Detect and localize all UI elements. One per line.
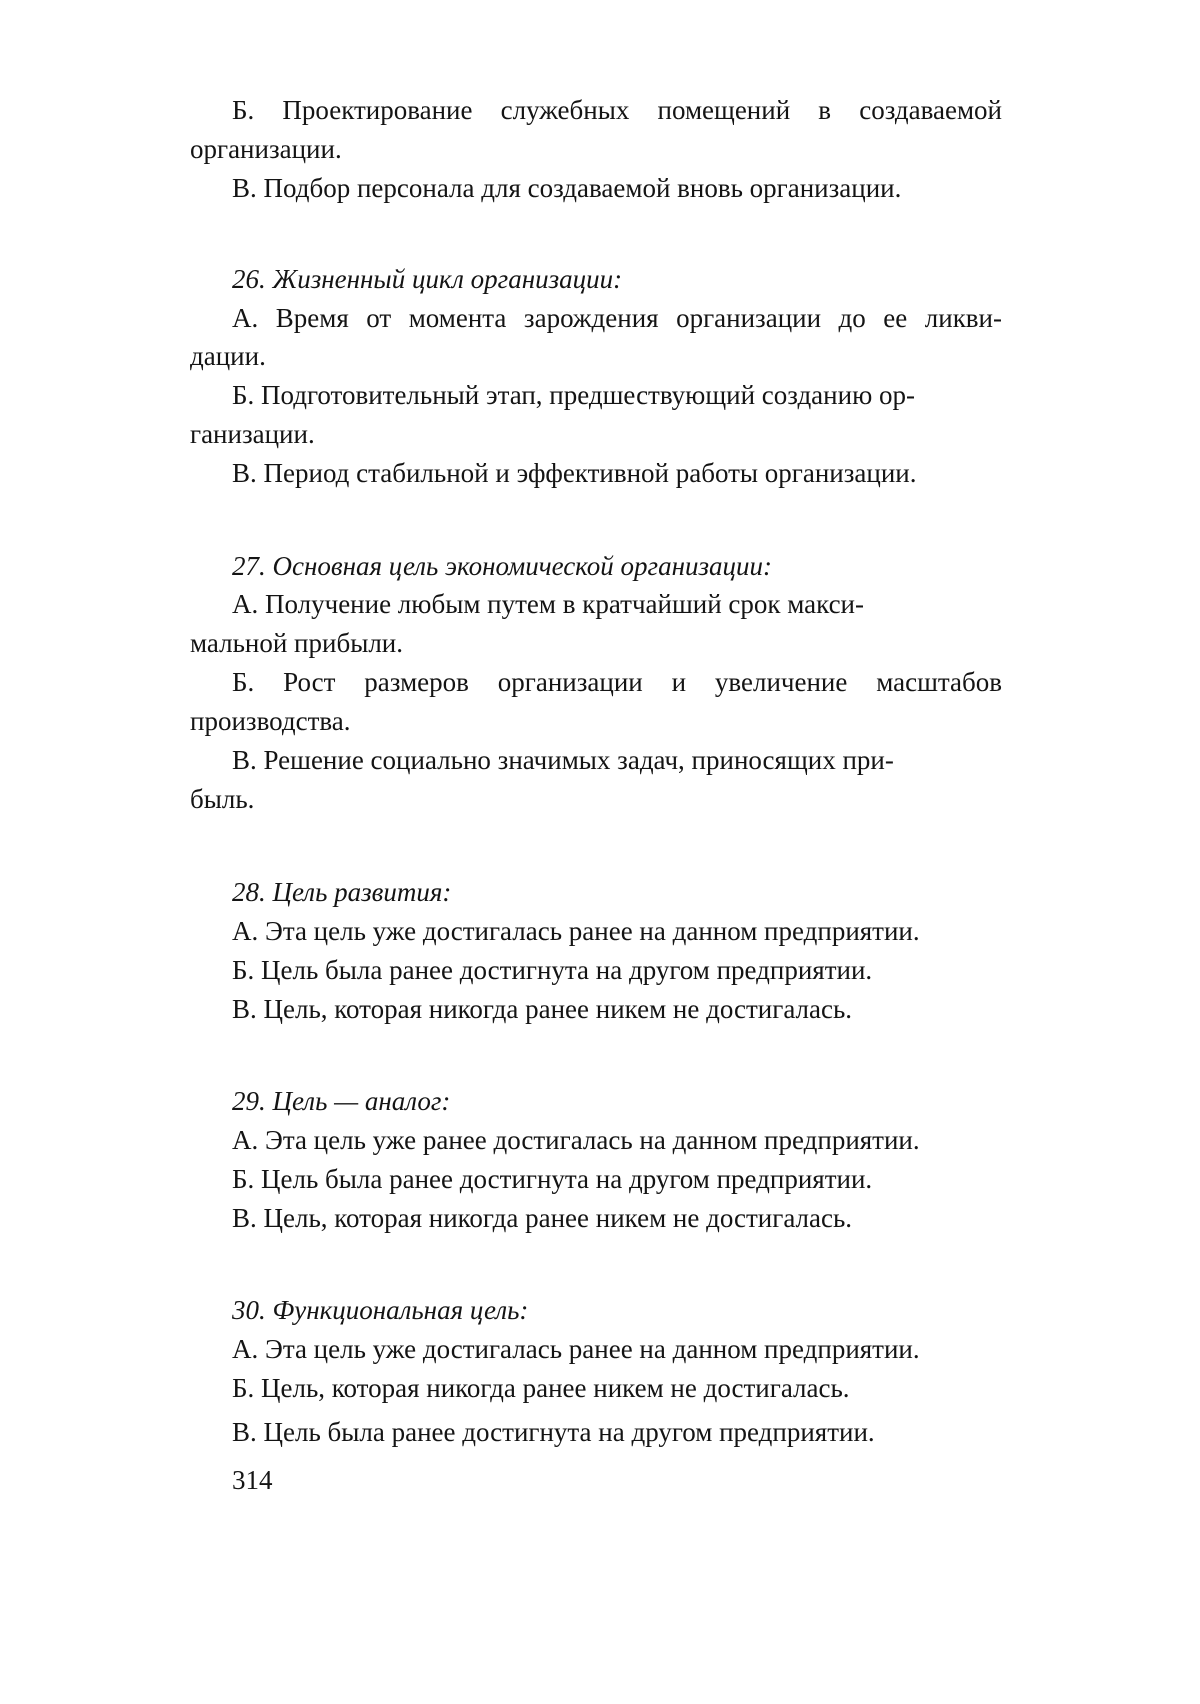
question-29-title: 29. Цель — аналог: <box>232 1086 451 1116</box>
question-29-option-b: Б. Цель была ранее достигнута на другом предприятии. <box>232 1164 873 1194</box>
question-26-option-v: В. Период стабильной и эффективной работы организации. <box>232 458 917 488</box>
question-30-option-v: В. Цель была ранее достигнута на другом предприятии. <box>232 1417 875 1447</box>
option-b-line1: Б. Проектирование служебных помещений в создаваемой <box>232 95 1002 125</box>
question-27-option-b-line1: Б. Рост размеров организации и увеличение масштабов <box>232 667 1002 697</box>
option-v: В. Подбор персонала для создаваемой вновь организации. <box>232 173 902 203</box>
question-28-title: 28. Цель развития: <box>232 877 452 907</box>
question-30-title: 30. Функциональная цель: <box>232 1295 529 1325</box>
question-27-option-v-line1: В. Решение социально значимых задач, приносящих при- <box>232 745 894 775</box>
question-28-option-a: А. Эта цель уже достигалась ранее на данном предприятии. <box>232 916 920 946</box>
question-28-option-v: В. Цель, которая никогда ранее никем не достигалась. <box>232 994 853 1024</box>
question-30-option-a: А. Эта цель уже достигалась ранее на данном предприятии. <box>232 1334 920 1364</box>
question-27-option-a-line2: мальной прибыли. <box>190 628 404 658</box>
question-26-title: 26. Жизненный цикл организации: <box>232 264 623 294</box>
question-30-option-b: Б. Цель, которая никогда ранее никем не достигалась. <box>232 1373 850 1403</box>
question-27-option-a-line1: А. Получение любым путем в кратчайший срок макси- <box>232 589 864 619</box>
question-27-option-b-line2: производства. <box>190 706 351 736</box>
question-26-option-a-line1: А. Время от момента зарождения организации до ее ликви- <box>232 303 1002 333</box>
question-27-title: 27. Основная цель экономической организации: <box>232 551 772 581</box>
option-b-line2: организации. <box>190 134 342 164</box>
question-27-option-v-line2: быль. <box>190 784 255 814</box>
question-26-option-b-line1: Б. Подготовительный этап, предшествующий созданию ор- <box>232 380 915 410</box>
question-26-option-a-line2: дации. <box>190 341 266 371</box>
question-26-option-b-line2: ганизации. <box>190 419 315 449</box>
page-number: 314 <box>232 1465 273 1495</box>
question-29-option-a: А. Эта цель уже ранее достигалась на данном предприятии. <box>232 1125 920 1155</box>
question-28-option-b: Б. Цель была ранее достигнута на другом предприятии. <box>232 955 873 985</box>
question-29-option-v: В. Цель, которая никогда ранее никем не достигалась. <box>232 1203 853 1233</box>
